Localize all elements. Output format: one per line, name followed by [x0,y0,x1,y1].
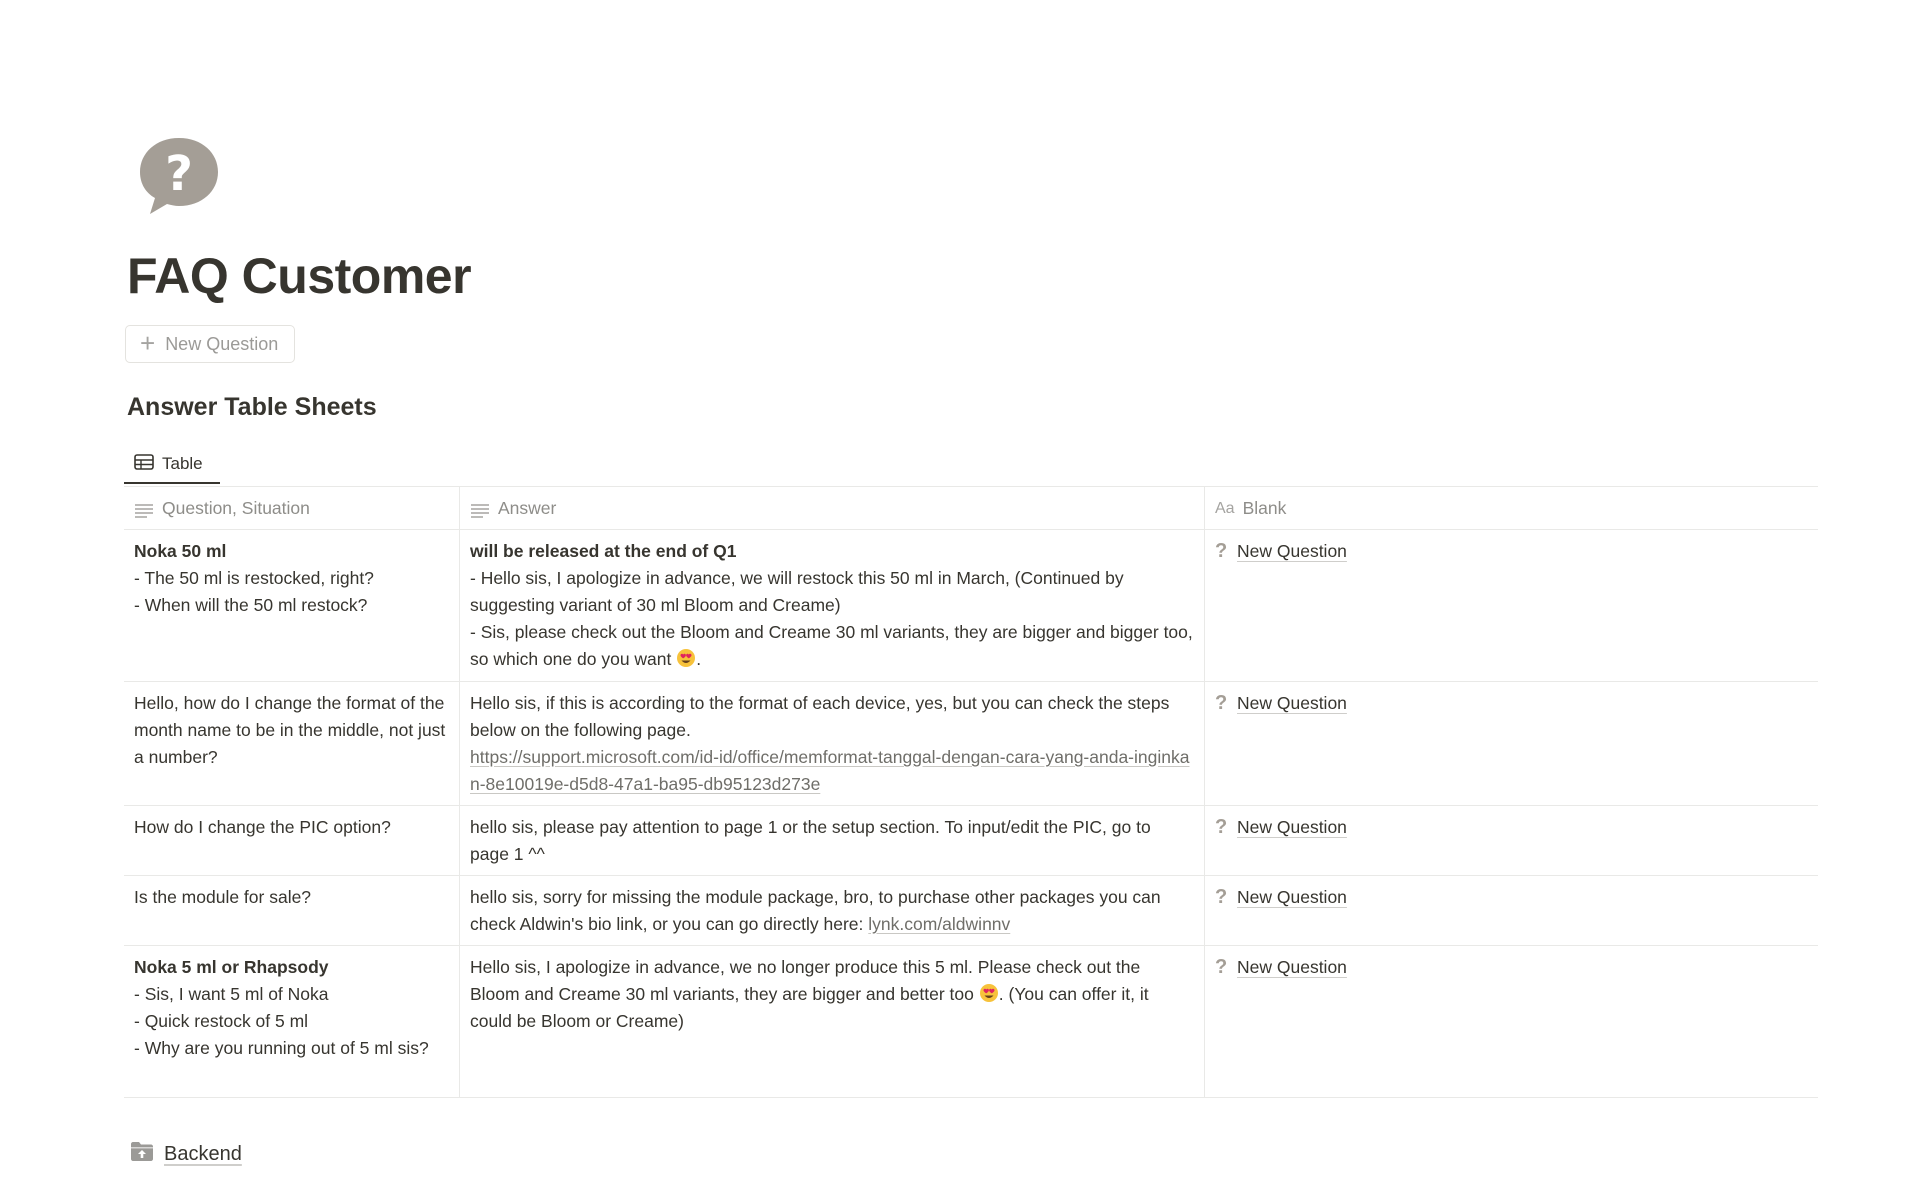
answer-link[interactable]: https://support.microsoft.com/id-id/office/memformat-tanggal-dengan-cara-yang-anda-inginkan-8e10019e-d5d8-47a1-ba95-db95123d273e [470,747,1190,794]
question-mark-icon: ? [1215,816,1228,838]
column-header-answer[interactable] [460,487,1205,529]
question-text: How do I change the PIC option? [134,817,391,837]
question-mark-icon: ? [1215,692,1228,714]
tab-table-label: Table [162,454,203,473]
answer-text: Hello sis, I apologize in advance, we no longer produce this 5 ml. Please check out the Bloom and Creame 30 ml variants, they are bigger and better too [470,957,1141,1004]
new-question-button[interactable] [125,325,295,363]
table-header-row [124,487,1818,530]
question-line: - Quick restock of 5 ml [134,1011,309,1031]
answer-cell[interactable] [460,876,1205,945]
column-header-label: Question, Situation [162,497,310,518]
column-header-question[interactable] [124,487,460,529]
table-row[interactable] [124,682,1818,806]
question-cell[interactable] [124,946,460,1097]
title-aa-icon: Aa [1215,499,1235,517]
text-lines-icon [470,500,490,516]
blank-cell[interactable] [1205,876,1818,945]
view-tabs [124,446,1818,486]
answer-line-text: - Sis, please check out the Bloom and Creame 30 ml variants, they are bigger and bigger too, so which one do you want [470,622,1193,669]
answer-line [470,619,1194,673]
question-line: - When will the 50 ml restock? [134,595,368,615]
new-question-page-link[interactable]: New Question [1237,817,1347,837]
blank-cell[interactable] [1205,530,1818,681]
plus-icon: + [140,328,156,358]
new-question-label: New Question [165,333,279,354]
blank-cell[interactable] [1205,806,1818,875]
heart-eyes-emoji-icon [676,648,696,668]
column-header-blank[interactable] [1205,487,1818,529]
table-row[interactable] [124,530,1818,682]
new-question-page-link[interactable]: New Question [1237,541,1347,561]
backend-label: Backend [164,1142,242,1165]
question-cell[interactable] [124,530,460,681]
question-title: Noka 5 ml or Rhapsody [134,957,329,977]
answer-cell[interactable] [460,682,1205,805]
heart-eyes-emoji-icon [979,983,999,1003]
question-bubble-icon[interactable] [136,134,222,220]
answer-line-end: . [696,649,702,669]
text-lines-icon [134,500,154,516]
blank-cell[interactable] [1205,682,1818,805]
question-text: Hello, how do I change the format of the month name to be in the middle, not just a number? [134,693,446,767]
answer-text: Hello sis, if this is according to the format of each device, yes, but you can check the steps below on the following page. [470,693,1170,740]
table-row[interactable] [124,946,1818,1098]
question-mark-icon: ? [1215,540,1228,562]
new-question-page-link[interactable]: New Question [1237,957,1347,977]
page-title: FAQ Customer [127,248,472,304]
question-cell[interactable] [124,876,460,945]
column-header-label: Answer [498,497,557,518]
question-text: Is the module for sale? [134,887,312,907]
table-row[interactable] [124,876,1818,946]
answer-cell[interactable] [460,806,1205,875]
table-row[interactable] [124,806,1818,876]
question-mark-icon: ? [1215,886,1228,908]
answer-line: - Hello sis, I apologize in advance, we will restock this 50 ml in March, (Continued by suggesting variant of 30 ml Bloom and Creame) [470,568,1124,615]
answer-link[interactable]: lynk.com/aldwinnv [868,914,1011,934]
question-cell[interactable] [124,806,460,875]
section-heading: Answer Table Sheets [127,393,377,421]
table-icon [134,454,154,475]
answer-cell[interactable] [460,530,1205,681]
question-cell[interactable] [124,682,460,805]
question-line: - The 50 ml is restocked, right? [134,568,374,588]
folder-upload-icon [130,1140,154,1168]
question-line: - Why are you running out of 5 ml sis? [134,1038,429,1058]
backend-page-link[interactable] [130,1140,242,1168]
answer-title: will be released at the end of Q1 [470,541,737,561]
faq-table [124,486,1818,1098]
column-header-label: Blank [1242,497,1287,518]
question-title: Noka 50 ml [134,541,227,561]
new-question-page-link[interactable]: New Question [1237,693,1347,713]
answer-cell[interactable] [460,946,1205,1097]
question-mark-icon: ? [1215,956,1228,978]
svg-text:?: ? [165,146,193,202]
answer-text: hello sis, please pay attention to page 1 or the setup section. To input/edit the PIC, go to page 1 ^^ [470,817,1151,864]
blank-cell[interactable] [1205,946,1818,1097]
tab-table[interactable] [124,446,220,484]
new-question-page-link[interactable]: New Question [1237,887,1347,907]
answer-text: hello sis, sorry for missing the module package, bro, to purchase other packages you can check Aldwin's bio link, or you can go directly here: [470,887,1161,934]
answer-text: . (You can offer it, it could be Bloom or Creame) [470,984,1149,1031]
question-line: - Sis, I want 5 ml of Noka [134,984,329,1004]
